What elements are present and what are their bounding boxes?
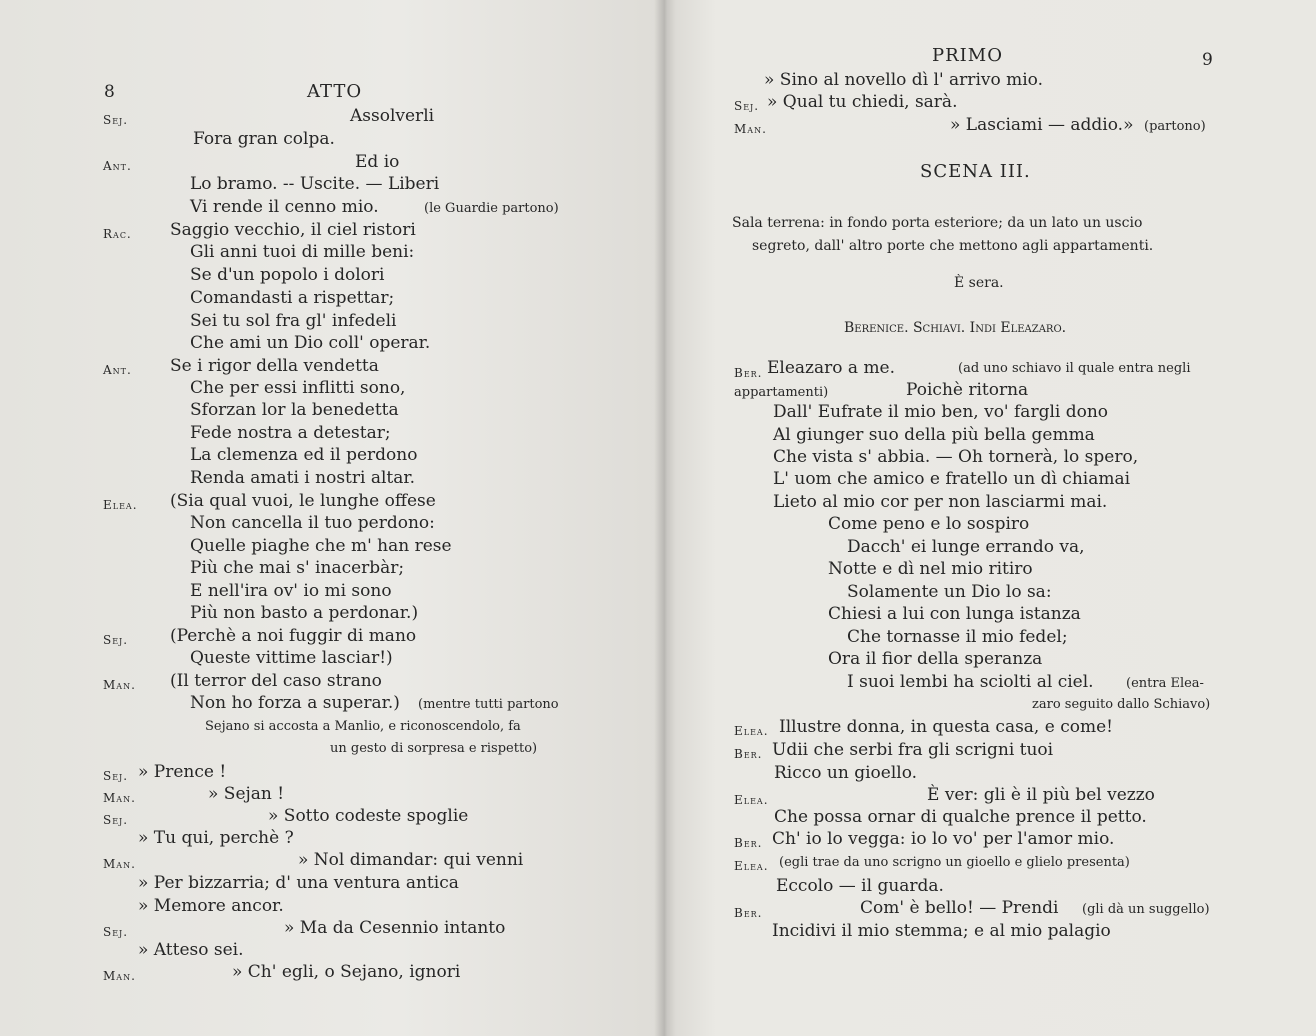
stage-direction: (entra Elea- bbox=[1126, 676, 1204, 691]
verse-line: Renda amati i nostri altar. bbox=[190, 468, 416, 488]
verse-line: Chiesi a lui con lunga istanza bbox=[828, 604, 1081, 624]
verse-line: Sei tu sol fra gl' infedeli bbox=[190, 311, 397, 331]
verse-line: Lo bramo. -- Uscite. — Liberi bbox=[190, 174, 440, 194]
character-list: Berenice. Schiavi. Indi Eleazaro. bbox=[844, 320, 1067, 336]
running-head: PRIMO bbox=[932, 45, 1003, 66]
verse-line: Com' è bello! — Prendi bbox=[860, 898, 1059, 918]
page-number: 8 bbox=[104, 82, 115, 102]
speaker: Ber. bbox=[734, 747, 763, 761]
verse-line: (Perchè a noi fuggir di mano bbox=[170, 626, 417, 646]
verse-line: Ora il fior della speranza bbox=[828, 649, 1043, 669]
stage-direction: appartamenti) bbox=[734, 385, 829, 400]
speaker: Sej. bbox=[103, 813, 129, 827]
verse-line: Più non basto a perdonar.) bbox=[190, 603, 419, 623]
verse-line: Se i rigor della vendetta bbox=[170, 356, 379, 376]
verse-line: Saggio vecchio, il ciel ristori bbox=[170, 220, 416, 240]
verse-line: Fora gran colpa. bbox=[193, 129, 335, 149]
verse-line: Notte e dì nel mio ritiro bbox=[828, 559, 1033, 579]
verse-line: Come peno e lo sospiro bbox=[828, 514, 1030, 534]
speaker: Sej. bbox=[103, 633, 129, 647]
verse-line: » Sejan ! bbox=[208, 784, 285, 804]
verse-line: Se d'un popolo i dolori bbox=[190, 265, 385, 285]
stage-direction: un gesto di sorpresa e rispetto) bbox=[330, 741, 538, 756]
stage-direction: Sala terrena: in fondo porta esteriore; da un lato un uscio bbox=[732, 215, 1143, 231]
speaker: Sej. bbox=[103, 925, 129, 939]
verse-line: Che possa ornar di qualche prence il petto. bbox=[774, 807, 1147, 827]
stage-direction: Sejano si accosta a Manlio, e riconoscendolo, fa bbox=[205, 719, 521, 734]
verse-line: Non ho forza a superar.) bbox=[190, 693, 400, 713]
verse-line: Queste vittime lasciar!) bbox=[190, 648, 393, 668]
verse-line: Al giunger suo della più bella gemma bbox=[773, 425, 1095, 445]
verse-line: Comandasti a rispettar; bbox=[190, 288, 395, 308]
speaker: Sej. bbox=[734, 99, 760, 113]
stage-direction: segreto, dall' altro porte che mettono agli appartamenti. bbox=[752, 238, 1154, 254]
verse-line: » Prence ! bbox=[138, 762, 227, 782]
verse-line: Dall' Eufrate il mio ben, vo' fargli dono bbox=[773, 402, 1109, 422]
verse-line: Che vista s' abbia. — Oh tornerà, lo spero, bbox=[773, 447, 1139, 467]
verse-line: Che tornasse il mio fedel; bbox=[847, 627, 1068, 647]
stage-direction: (partono) bbox=[1144, 119, 1206, 134]
verse-line: Non cancella il tuo perdono: bbox=[190, 513, 435, 533]
speaker: Ber. bbox=[734, 836, 763, 850]
verse-line: » Ch' egli, o Sejano, ignori bbox=[232, 962, 461, 982]
verse-line: » Nol dimandar: qui venni bbox=[298, 850, 524, 870]
verse-line: Poichè ritorna bbox=[906, 380, 1029, 400]
speaker: Man. bbox=[103, 791, 136, 805]
verse-line: » Memore ancor. bbox=[138, 896, 284, 916]
stage-direction: zaro seguito dallo Schiavo) bbox=[1032, 697, 1211, 712]
verse-line: » Ma da Cesennio intanto bbox=[284, 918, 506, 938]
verse-line: Assolverli bbox=[350, 106, 435, 126]
speaker: Man. bbox=[103, 857, 136, 871]
speaker: Elea. bbox=[103, 498, 138, 512]
verse-line: E nell'ira ov' io mi sono bbox=[190, 581, 392, 601]
page-number: 9 bbox=[1202, 50, 1213, 70]
verse-line: Quelle piaghe che m' han rese bbox=[190, 536, 452, 556]
stage-direction: (mentre tutti partono bbox=[418, 697, 559, 712]
speaker: Sej. bbox=[103, 113, 129, 127]
scene-heading: SCENA III. bbox=[920, 161, 1031, 182]
verse-line: (Il terror del caso strano bbox=[170, 671, 382, 691]
speaker: Man. bbox=[734, 122, 767, 136]
verse-line: Che per essi inflitti sono, bbox=[190, 378, 406, 398]
verse-line: Solamente un Dio lo sa: bbox=[847, 582, 1052, 602]
verse-line: Gli anni tuoi di mille beni: bbox=[190, 242, 415, 262]
stage-direction: (ad uno schiavo il quale entra negli bbox=[958, 361, 1191, 376]
verse-line: Eccolo — il guarda. bbox=[776, 876, 944, 896]
stage-direction: (egli trae da uno scrigno un gioello e glielo presenta) bbox=[779, 855, 1130, 870]
running-head: ATTO bbox=[307, 81, 363, 102]
verse-line: Ricco un gioello. bbox=[774, 763, 918, 783]
verse-line: Ch' io lo vegga: io lo vo' per l'amor mio. bbox=[772, 829, 1115, 849]
verse-line: I suoi lembi ha sciolti al ciel. bbox=[847, 672, 1094, 692]
verse-line: Udii che serbi fra gli scrigni tuoi bbox=[772, 740, 1054, 760]
stage-direction: È sera. bbox=[954, 275, 1004, 291]
speaker: Elea. bbox=[734, 859, 769, 873]
speaker: Man. bbox=[103, 969, 136, 983]
verse-line: Sforzan lor la benedetta bbox=[190, 400, 399, 420]
verse-line: La clemenza ed il perdono bbox=[190, 445, 418, 465]
verse-line: Ed io bbox=[355, 152, 400, 172]
speaker: Rac. bbox=[103, 227, 132, 241]
speaker: Ant. bbox=[103, 363, 132, 377]
verse-line: » Lasciami — addio.» bbox=[950, 115, 1134, 135]
verse-line: Più che mai s' inacerbàr; bbox=[190, 558, 405, 578]
verse-line: Vi rende il cenno mio. bbox=[190, 197, 379, 217]
verse-line: Fede nostra a detestar; bbox=[190, 423, 391, 443]
stage-direction: (le Guardie partono) bbox=[424, 201, 559, 216]
verse-line: L' uom che amico e fratello un dì chiamai bbox=[773, 469, 1131, 489]
verse-line: » Atteso sei. bbox=[138, 940, 244, 960]
speaker: Sej. bbox=[103, 769, 129, 783]
verse-line: Lieto al mio cor per non lasciarmi mai. bbox=[773, 492, 1108, 512]
verse-line: Dacch' ei lunge errando va, bbox=[847, 537, 1085, 557]
verse-line: » Sotto codeste spoglie bbox=[268, 806, 469, 826]
speaker: Elea. bbox=[734, 793, 769, 807]
verse-line: Illustre donna, in questa casa, e come! bbox=[779, 717, 1113, 737]
speaker: Ber. bbox=[734, 906, 763, 920]
speaker: Man. bbox=[103, 678, 136, 692]
book-gutter bbox=[654, 0, 676, 1036]
verse-line: » Tu qui, perchè ? bbox=[138, 828, 294, 848]
speaker: Ber. bbox=[734, 366, 763, 380]
speaker: Ant. bbox=[103, 159, 132, 173]
verse-line: » Per bizzarria; d' una ventura antica bbox=[138, 873, 459, 893]
verse-line: » Sino al novello dì l' arrivo mio. bbox=[764, 70, 1044, 90]
verse-line: Eleazaro a me. bbox=[767, 358, 896, 378]
verse-line: È ver: gli è il più bel vezzo bbox=[927, 785, 1155, 805]
verse-line: Incidivi il mio stemma; e al mio palagio bbox=[772, 921, 1111, 941]
right-page bbox=[664, 0, 1316, 1036]
verse-line: » Qual tu chiedi, sarà. bbox=[767, 92, 958, 112]
speaker: Elea. bbox=[734, 724, 769, 738]
verse-line: (Sia qual vuoi, le lunghe offese bbox=[170, 491, 436, 511]
verse-line: Che ami un Dio coll' operar. bbox=[190, 333, 431, 353]
stage-direction: (gli dà un suggello) bbox=[1082, 902, 1210, 917]
